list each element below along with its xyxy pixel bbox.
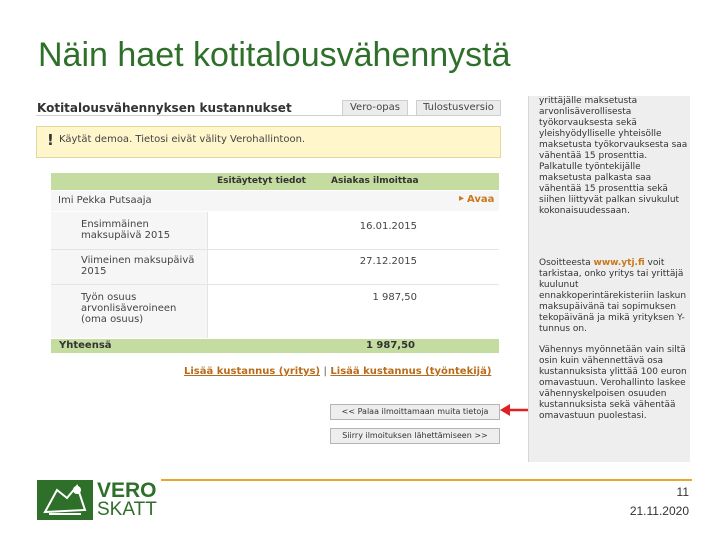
title-divider <box>36 115 501 116</box>
row-value-first-payment[interactable]: 16.01.2015 <box>359 221 417 232</box>
add-cost-links <box>184 366 491 377</box>
vero-skatt-logo <box>37 480 155 520</box>
total-label: Yhteensä <box>59 340 112 351</box>
column-customer: Asiakas ilmoittaa <box>331 176 419 186</box>
row-label-work-share: Työn osuus arvonlisäveroineen (oma osuus) <box>81 292 177 325</box>
demo-notice <box>36 126 501 158</box>
row-value-work-share[interactable]: 1 987,50 <box>372 292 417 303</box>
row-divider <box>51 249 499 250</box>
row-label-first-payment: Ensimmäinen maksupäivä 2015 <box>81 219 171 241</box>
total-row <box>51 339 499 353</box>
sidebar-text-ytj-before: Osoitteesta <box>539 258 594 268</box>
lion-emblem-icon <box>37 480 93 520</box>
info-sidebar <box>528 96 690 462</box>
column-prefilled: Esitäytetyt tiedot <box>217 176 306 186</box>
panel-title: Kotitalousvähennyksen kustannukset <box>37 101 292 115</box>
table-row-person <box>51 191 499 211</box>
sidebar-text-deduction: yrittäjälle maksetusta arvonlisäverollisesta työkorvauksesta sekä yleishyödylliselle yhteisölle maksetusta työkorvauksesta saa vähentää 15 prosenttia. Palkatulle työntekijälle maksetusta palkasta saa vähentää 15 prosenttia sekä siihen liittyvät palkan sivukulut kokonaisuudessaan. <box>539 96 688 216</box>
open-link[interactable]: Avaa <box>467 194 495 205</box>
table-header <box>51 173 499 190</box>
tab-vero-opas[interactable]: Vero-opas <box>342 100 408 115</box>
next-button[interactable]: Siirry ilmoituksen lähettämiseen >> <box>330 428 500 444</box>
back-button[interactable]: << Palaa ilmoittamaan muita tietoja <box>330 404 500 420</box>
warning-icon: ! <box>47 131 54 149</box>
logo-text-skatt: SKATT <box>97 499 157 520</box>
row-divider <box>51 284 499 285</box>
sidebar-text-ytj-after: voit tarkistaa, onko yritys tai yrittäjä kuulunut ennakkoperintärekisteriin laskun maksupäivänä tai sopimuksen tekopäivänä ja mikä yrityksen Y-tunnus on. <box>539 258 687 334</box>
link-separator: | <box>323 366 327 377</box>
footer-date: 21.11.2020 <box>629 504 689 518</box>
add-cost-employee-link[interactable]: Lisää kustannus (työntekijä) <box>330 366 492 377</box>
page-number: 11 <box>676 485 689 499</box>
slide-title: Näin haet kotitalousvähennystä <box>38 36 511 74</box>
app-screenshot <box>34 96 501 462</box>
triangle-right-icon: ▸ <box>459 193 465 204</box>
sidebar-text-ytj <box>539 258 689 335</box>
row-value-last-payment[interactable]: 27.12.2015 <box>359 256 417 267</box>
tab-tulostusversio[interactable]: Tulostusversio <box>416 100 501 115</box>
total-value: 1 987,50 <box>365 340 415 351</box>
person-name: Imi Pekka Putsaaja <box>58 195 152 206</box>
sidebar-text-excess: Vähennys myönnetään vain siltä osin kuin vähennettävä osa kustannuksista ylittää 100 euron omavastuun. Verohallinto laskee vähennyskelpoisen osuuden kustannuksista sekä vähentää omavastuun puolestasi. <box>539 345 687 421</box>
prefilled-column <box>207 212 331 338</box>
row-label-last-payment: Viimeinen maksupäivä 2015 <box>81 255 195 277</box>
demo-notice-text: Käytät demoa. Tietosi eivät välity Verohallintoon. <box>59 134 306 145</box>
logo-text-vero: VERO <box>97 479 157 502</box>
footer-divider <box>161 479 692 481</box>
add-cost-company-link[interactable]: Lisää kustannus (yritys) <box>184 366 321 377</box>
ytj-link[interactable]: www.ytj.fi <box>593 258 645 268</box>
